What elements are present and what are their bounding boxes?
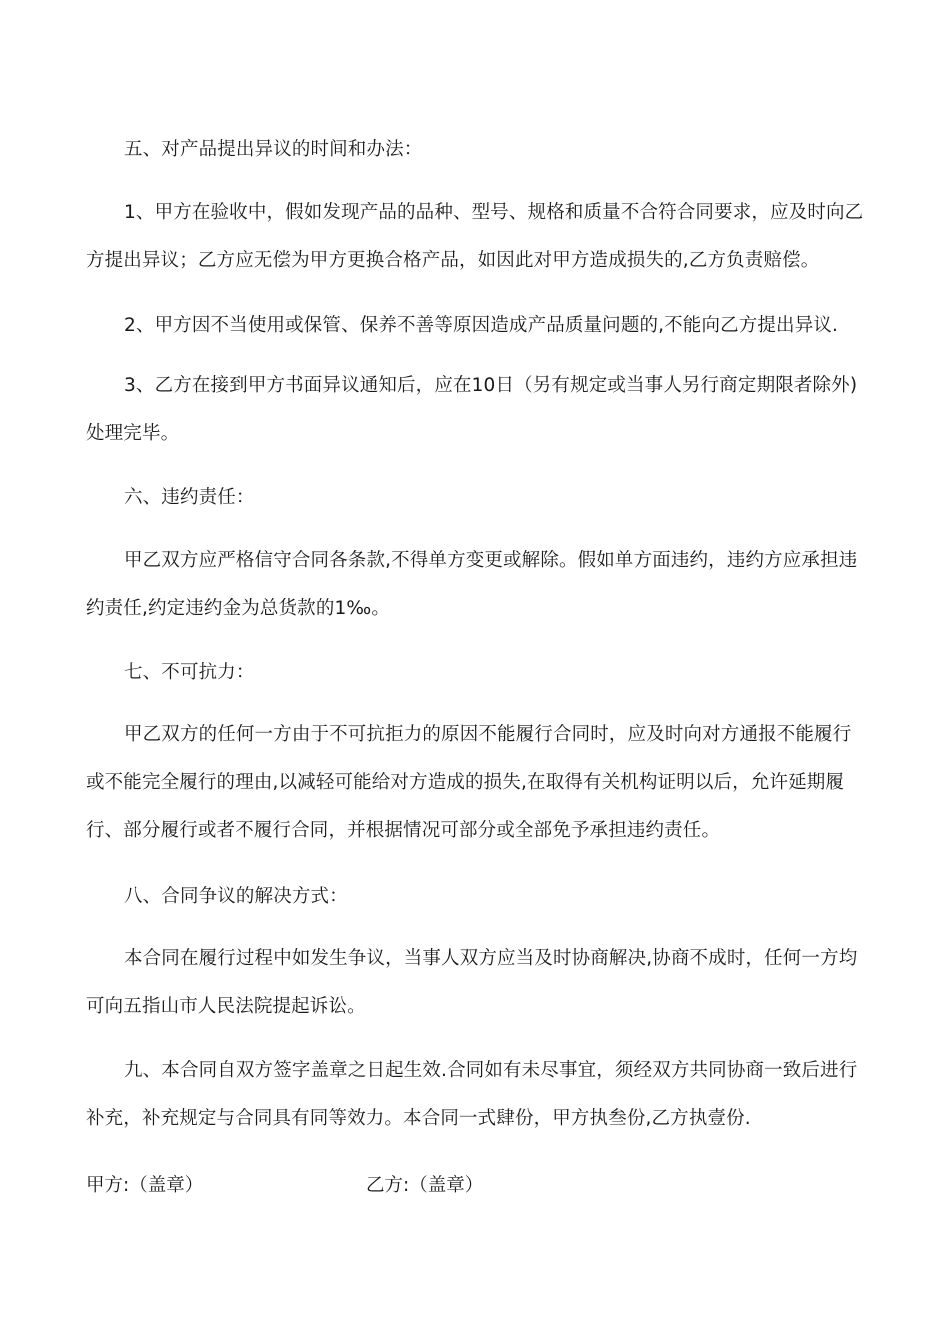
section-5-clause-1: 1、甲方在验收中，假如发现产品的品种、型号、规格和质量不合符合同要求，应及时向乙方提出异议；乙方应无偿为甲方更换合格产品，如因此对甲方造成损失的,乙方负责赔偿。 [86,202,864,271]
section-5-heading: 五、对产品提出异议的时间和办法： [124,139,423,160]
section-7-heading: 七、不可抗力： [124,662,255,683]
section-6-body: 甲乙双方应严格信守合同各条款,不得单方变更或解除。假如单方面违约，违约方应承担违约责任,约定违约金为总货款的1‰。 [86,550,858,619]
section-8-heading: 八、合同争议的解决方式： [124,886,348,907]
section-7-body: 甲乙双方的任何一方由于不可抗拒力的原因不能履行合同时，应及时向对方通报不能履行或不能完全履行的理由,以减轻可能给对方造成的损失,在取得有关机构证明以后，允许延期履行、部分履行或者不履行合同，并根据情况可部分或全部免予承担违约责任。 [86,724,852,841]
section-6-heading: 六、违约责任： [124,487,255,508]
section-5-clause-3: 3、乙方在接到甲方书面异议通知后，应在10日（另有规定或当事人另行商定期限者除外)处理完毕。 [86,375,858,444]
section-5-clause-2: 2、甲方因不当使用或保管、保养不善等原因造成产品质量问题的,不能向乙方提出异议. [124,315,839,336]
party-a-signature: 甲方:（盖章） [86,1175,204,1196]
section-9-body: 九、本合同自双方签字盖章之日起生效.合同如有未尽事宜，须经双方共同协商一致后进行补充，补充规定与合同具有同等效力。本合同一式肆份，甲方执叁份,乙方执壹份. [86,1060,858,1129]
section-8-body: 本合同在履行过程中如发生争议，当事人双方应当及时协商解决,协商不成时，任何一方均可向五指山市人民法院提起诉讼。 [86,948,858,1017]
party-b-signature: 乙方:（盖章） [366,1175,484,1196]
